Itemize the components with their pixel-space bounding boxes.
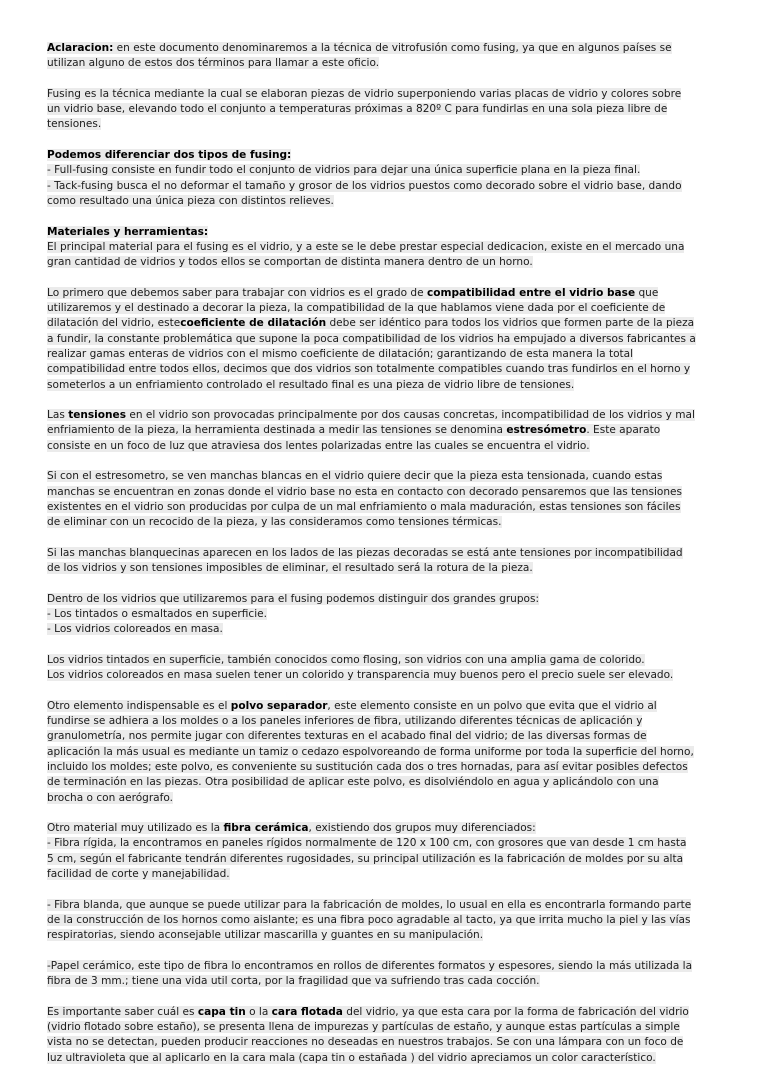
text-line-content bbox=[47, 1021, 680, 1033]
text-line-content bbox=[47, 103, 667, 115]
text-line bbox=[47, 408, 723, 423]
text-segment: aplicación la más usual es mediante un tamiz o cedazo espolvoreando de forma uniforme por toda la superficie del horno, bbox=[47, 745, 694, 758]
text-segment: El principal material para el fusing es el vidrio, y a este se le debe prestar especial dedicacion, existe en el mercado una bbox=[47, 240, 685, 253]
text-line-content bbox=[47, 149, 291, 161]
text-line bbox=[47, 378, 723, 393]
text-segment: Si las manchas blanquecinas aparecen en los lados de las piezas decoradas se está ante tensiones por incompatibilidad bbox=[47, 546, 683, 559]
text-segment: - Los tintados o esmaltados en superficie. bbox=[47, 607, 267, 620]
text-line bbox=[47, 592, 723, 607]
paragraph bbox=[47, 87, 723, 133]
text-line-content bbox=[47, 746, 694, 758]
text-line-content bbox=[47, 486, 682, 498]
text-segment: vista no se detectan, pueden producir reacciones no deseadas en nuestros trabajos. Se con una lámpara con un foco de bbox=[47, 1036, 684, 1049]
paragraph bbox=[47, 148, 723, 209]
text-line-content bbox=[47, 792, 173, 804]
text-segment: brocha o con aerógrafo. bbox=[47, 791, 173, 804]
text-segment: (vidrio flotado sobre estaño), se presenta llena de impurezas y partículas de estaño, y aunque estas partículas a simple bbox=[47, 1021, 680, 1033]
text-line-content bbox=[47, 287, 658, 299]
text-line-content bbox=[47, 730, 647, 742]
text-line-content bbox=[47, 302, 665, 314]
text-line-content bbox=[47, 593, 539, 605]
text-segment: dilatación del vidrio, este bbox=[47, 317, 181, 330]
text-segment: . Este aparato bbox=[586, 424, 661, 437]
text-segment: Los vidrios coloreados en masa suelen tener un colorido y transparencia muy buenos pero el precio suele ser elevado. bbox=[47, 669, 674, 682]
text-segment: Fusing es la técnica mediante la cual se elaboran piezas de vidrio superponiendo varias placas de vidrio y colores sobre bbox=[47, 87, 682, 100]
bold-term: Aclaracion: bbox=[47, 42, 114, 54]
text-segment: que bbox=[635, 286, 659, 299]
paragraph bbox=[47, 546, 723, 577]
text-line bbox=[47, 148, 723, 163]
text-line bbox=[47, 653, 723, 668]
paragraph bbox=[47, 469, 723, 530]
text-line-content bbox=[47, 409, 695, 421]
text-line-content bbox=[47, 761, 688, 773]
text-line-content bbox=[47, 317, 694, 329]
text-line bbox=[47, 836, 723, 851]
text-line bbox=[47, 469, 723, 484]
text-segment: o la bbox=[245, 1005, 272, 1018]
paragraph bbox=[47, 821, 723, 882]
text-segment: facilidad de corte y manejabilidad. bbox=[47, 868, 230, 881]
text-line-content bbox=[47, 623, 223, 635]
text-segment: - Fibra rígida, la encontramos en paneles rígidos normalmente de 120 x 100 cm, con grosores que van desde 1 cm hasta bbox=[47, 837, 687, 850]
text-line bbox=[47, 959, 723, 974]
text-line bbox=[47, 622, 723, 637]
paragraph bbox=[47, 653, 723, 684]
bold-term: fibra cerámica bbox=[223, 822, 309, 835]
text-line-content bbox=[47, 256, 533, 268]
text-line-content bbox=[47, 1006, 689, 1018]
text-line-content bbox=[47, 776, 659, 788]
text-line bbox=[47, 898, 723, 913]
bold-term: coeficiente de dilatación bbox=[180, 317, 327, 330]
paragraph bbox=[47, 1005, 723, 1066]
text-segment: a fundir, la constante problemática que supone la poca compatibilidad de los vidrios ha empujado a diversos fabricantes a bbox=[47, 332, 696, 345]
text-segment: respiratorias, siendo aconsejable utilizar mascarilla y guantes en su manipulación. bbox=[47, 929, 484, 942]
text-segment: existentes en el vidrio son producidas por culpa de un mal enfriamiento o mala maduración, estas tensiones son fáciles bbox=[47, 500, 681, 513]
text-line bbox=[47, 729, 723, 744]
text-line-content bbox=[47, 715, 642, 727]
text-segment: -Papel cerámico, este tipo de fibra lo encontramos en rollos de diferentes formatos y espesores, siendo la más utilizada la bbox=[47, 959, 693, 972]
text-line-content bbox=[47, 241, 684, 253]
text-line bbox=[47, 974, 723, 989]
paragraph bbox=[47, 408, 723, 454]
bold-term: cara flotada bbox=[271, 1005, 343, 1018]
bold-term: estresómetro bbox=[506, 424, 587, 437]
text-line-content bbox=[47, 470, 662, 482]
text-line-content bbox=[47, 700, 657, 712]
text-segment: enfriamiento de la pieza, la herramienta destinada a medir las tensiones se denomina bbox=[47, 424, 507, 437]
text-line bbox=[47, 179, 723, 194]
text-segment: como resultado una única pieza con distintos relieves. bbox=[47, 194, 334, 207]
text-line-content bbox=[47, 195, 334, 207]
text-line bbox=[47, 286, 723, 301]
text-segment: de eliminar con un recocido de la pieza, y las consideramos como tensiones térmicas. bbox=[47, 516, 502, 529]
text-line bbox=[47, 316, 723, 331]
text-line-content bbox=[47, 853, 683, 865]
text-segment: fibra de 3 mm.; tiene una vida util corta, por la fragilidad que va sufriendo tras cada cocción. bbox=[47, 975, 540, 988]
text-line bbox=[47, 240, 723, 255]
text-segment: utilizan alguno de estos dos términos para llamar a este oficio. bbox=[47, 57, 380, 70]
text-segment: luz ultravioleta que al aplicarlo en la cara mala (capa tin o estañada ) del vidrio apreciamos un color característico. bbox=[47, 1051, 656, 1064]
text-segment: de terminación en las piezas. Otra posibilidad de aplicar este polvo, es disolviéndolo en agua y aplicándolo con una bbox=[47, 776, 659, 789]
text-line-content bbox=[47, 180, 682, 192]
text-segment: - Tack-fusing busca el no deformar el tamaño y grosor de los vidrios puestos como decorado sobre el vidrio base, dando bbox=[47, 179, 682, 192]
text-line bbox=[47, 607, 723, 622]
text-line bbox=[47, 928, 723, 943]
bold-term: polvo separador bbox=[230, 699, 328, 712]
text-line bbox=[47, 301, 723, 316]
paragraph bbox=[47, 225, 723, 271]
text-segment: granulometría, nos permite jugar con diferentes texturas en el acabado final del vidrio; de las diversas formas de bbox=[47, 730, 647, 743]
text-segment: compatibilidad entre todos ellos, decimos que dos vidrios son totalmente compatibles cuando tras fundirlos en el horno y bbox=[47, 363, 691, 376]
text-line-content bbox=[47, 379, 574, 391]
text-line-content bbox=[47, 1036, 683, 1048]
text-line-content bbox=[47, 837, 686, 849]
text-segment: someterlos a un enfriamiento controlado el resultado final es una pieza de vidrio libre de tensiones. bbox=[47, 378, 575, 391]
text-line-content bbox=[47, 608, 267, 620]
text-line bbox=[47, 561, 723, 576]
bold-term: capa tin bbox=[197, 1005, 246, 1018]
text-line bbox=[47, 760, 723, 775]
text-line-content bbox=[47, 562, 533, 574]
text-line bbox=[47, 255, 723, 270]
text-line bbox=[47, 1020, 723, 1035]
text-line bbox=[47, 1051, 723, 1066]
paragraph bbox=[47, 41, 723, 72]
text-line bbox=[47, 821, 723, 836]
document-body bbox=[47, 41, 723, 1081]
text-line bbox=[47, 102, 723, 117]
text-segment: , existiendo dos grupos muy diferenciados: bbox=[308, 822, 536, 835]
text-line bbox=[47, 791, 723, 806]
bold-term: compatibilidad entre el vidrio base bbox=[426, 286, 636, 299]
text-line-content bbox=[47, 899, 691, 911]
text-segment: Lo primero que debemos saber para trabajar con vidrios es el grado de bbox=[47, 286, 427, 299]
text-segment: en este documento denominaremos a la técnica de vitrofusión como fusing, ya que en algunos países se bbox=[113, 42, 672, 54]
text-segment: incluido los moldes; este polvo, es conveniente su sustitución cada dos o tres hornadas, para así evitar posibles defectos bbox=[47, 760, 688, 773]
text-segment: - Full-fusing consiste en fundir todo el conjunto de vidrios para dejar una única superficie plana en la pieza final. bbox=[47, 164, 641, 177]
bold-term: tensiones bbox=[68, 409, 126, 422]
text-segment: manchas se encuentran en zonas donde el vidrio base no esta en contacto con decorado pensaremos que las tensiones bbox=[47, 485, 682, 498]
text-line bbox=[47, 194, 723, 209]
text-line bbox=[47, 867, 723, 882]
text-line bbox=[47, 714, 723, 729]
text-line-content bbox=[47, 868, 230, 880]
text-line bbox=[47, 1005, 723, 1020]
text-line-content bbox=[47, 654, 645, 666]
text-line-content bbox=[47, 88, 681, 100]
text-line-content bbox=[47, 822, 536, 834]
text-line bbox=[47, 515, 723, 530]
text-segment: Los vidrios tintados en superficie, también conocidos como flosing, son vidrios con una amplia gama de colorido. bbox=[47, 653, 645, 666]
text-line bbox=[47, 1035, 723, 1050]
text-line-content bbox=[47, 914, 690, 926]
text-line-content bbox=[47, 363, 690, 375]
text-segment: - Fibra blanda, que aunque se puede utilizar para la fabricación de moldes, lo usual en ella es encontrarla formando parte bbox=[47, 898, 692, 911]
text-line bbox=[47, 852, 723, 867]
text-line-content bbox=[47, 1052, 656, 1064]
text-segment: Otro elemento indispensable es el bbox=[47, 699, 231, 712]
paragraph bbox=[47, 699, 723, 806]
text-line bbox=[47, 699, 723, 714]
text-line bbox=[47, 485, 723, 500]
text-line-content bbox=[47, 929, 483, 941]
text-segment: , este elemento consiste en un polvo que evita que el vidrio al bbox=[327, 699, 657, 712]
text-line bbox=[47, 913, 723, 928]
text-segment: en el vidrio son provocadas principalmente por dos causas concretas, incompatibilidad de los vidrios y mal bbox=[125, 409, 695, 422]
text-segment: realizar gamas enteras de vidrios con el mismo coeficiente de dilatación; garantizando de esta manera la total bbox=[47, 347, 634, 360]
text-segment: un vidrio base, elevando todo el conjunto a temperaturas próximas a 820º C para fundirlas en una sola pieza libre de bbox=[47, 103, 668, 116]
text-segment: - Los vidrios coloreados en masa. bbox=[47, 623, 223, 636]
text-line-content bbox=[47, 164, 640, 176]
text-segment: Si con el estresometro, se ven manchas blancas en el vidrio quiere decir que la pieza esta tensionada, cuando estas bbox=[47, 470, 663, 483]
text-segment: Dentro de los vidrios que utilizaremos para el fusing podemos distinguir dos grandes grupos: bbox=[47, 592, 540, 605]
text-segment: gran cantidad de vidrios y todos ellos se comportan de distinta manera dentro de un horno. bbox=[47, 256, 533, 269]
text-segment: 5 cm, según el fabricante tendrán diferentes rugosidades, su principal utilización es la fabricación de moldes por su alta bbox=[47, 852, 684, 865]
paragraph bbox=[47, 898, 723, 944]
text-segment: Es importante saber cuál es bbox=[47, 1005, 198, 1018]
bold-term: Materiales y herramientas: bbox=[47, 225, 209, 238]
text-line bbox=[47, 362, 723, 377]
text-line-content bbox=[47, 516, 502, 528]
text-segment: Otro material muy utilizado es la bbox=[47, 822, 224, 835]
text-line-content bbox=[47, 118, 101, 130]
text-line-content bbox=[47, 547, 683, 559]
text-line bbox=[47, 225, 723, 240]
text-line-content bbox=[47, 57, 379, 69]
text-segment: de los vidrios y son tensiones imposibles de eliminar, el resultado será la rotura de la pieza. bbox=[47, 562, 533, 575]
bold-term: Podemos diferenciar dos tipos de fusing: bbox=[47, 149, 292, 162]
text-line bbox=[47, 745, 723, 760]
text-line-content bbox=[47, 333, 696, 345]
text-line bbox=[47, 117, 723, 132]
text-line bbox=[47, 775, 723, 790]
text-segment: debe ser idéntico para todos los vidrios que formen parte de la pieza bbox=[326, 317, 695, 330]
text-line-content bbox=[47, 669, 673, 681]
paragraph bbox=[47, 959, 723, 990]
text-segment: consiste en un foco de luz que atraviesa dos lentes polarizadas entre las cuales se encuentra el vidrio. bbox=[47, 439, 590, 452]
text-segment: Las bbox=[47, 409, 69, 422]
text-line bbox=[47, 668, 723, 683]
text-segment: de la construcción de los hornos como aislante; es una fibra poco agradable al tacto, ya que irrita mucho la piel y las vías bbox=[47, 913, 691, 926]
text-line bbox=[47, 87, 723, 102]
text-line-content bbox=[47, 424, 660, 436]
text-line-content bbox=[47, 226, 208, 238]
text-line bbox=[47, 332, 723, 347]
text-segment: fundirse se adhiera a los moldes o a los paneles inferiores de fibra, utilizando diferentes técnicas de aplicación y bbox=[47, 715, 643, 728]
text-line bbox=[47, 546, 723, 561]
text-line bbox=[47, 439, 723, 454]
text-line-content bbox=[47, 501, 681, 513]
paragraph bbox=[47, 286, 723, 393]
text-line bbox=[47, 56, 723, 71]
text-segment: del vidrio, ya que esta cara por la forma de fabricación del vidrio bbox=[342, 1005, 689, 1018]
text-line-content bbox=[47, 975, 540, 987]
text-line bbox=[47, 347, 723, 362]
text-line bbox=[47, 41, 723, 56]
text-line bbox=[47, 423, 723, 438]
text-line bbox=[47, 163, 723, 178]
text-segment: tensiones. bbox=[47, 118, 102, 131]
paragraph bbox=[47, 592, 723, 638]
text-segment: utilizaremos y el destinado a decorar la pieza, la compatibilidad de la que hablamos viene dada por el coeficiente de bbox=[47, 302, 666, 315]
text-line-content bbox=[47, 960, 692, 972]
text-line-content bbox=[47, 440, 590, 452]
text-line-content bbox=[47, 348, 633, 360]
text-line-content bbox=[47, 42, 672, 54]
text-line bbox=[47, 500, 723, 515]
